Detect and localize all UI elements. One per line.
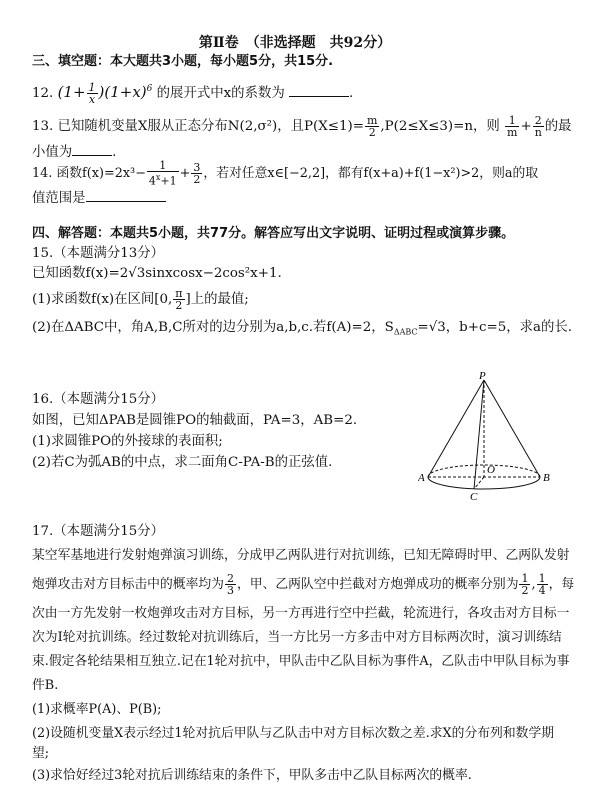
q17-part-2: (2)设随机变量X表示经过1轮对抗后甲队与乙队击中对方目标次数之差.求X的分布列和数学期 <box>32 726 555 741</box>
q16-heading: 16.（本题满分15分） <box>32 392 165 407</box>
edge-PA <box>428 380 484 477</box>
cone-diagram <box>418 372 570 502</box>
question-14: 14. 函数f(x)=2x³− $\frac{1}{4^x+1}$ + $\frac{3}{2}$ ，若对任意x∈[−2,2]，都有f(x+a)+f(1−x²)>2，则a的取 <box>32 159 539 188</box>
label-B: B <box>543 472 550 484</box>
q15-heading: 15.（本题满分13分） <box>32 246 165 261</box>
q16-given: 如图，已知ΔPAB是圆锥PO的轴截面，PA=3，AB=2. <box>32 413 358 428</box>
question-13: 13. 已知随机变量X服从正态分布N(2,σ²)，且P(X≤1)= $\frac{m}{2}$ ,P(2≤X≤3)=n，则 $\frac{1}{m}$ + $\frac{2}{n}$ 的最 <box>32 114 572 139</box>
q13-text-2: ,P(2≤X≤3)=n，则 <box>380 119 500 134</box>
edge-PC <box>474 380 484 489</box>
q13-answer-blank <box>72 143 112 156</box>
q17-line-6: 件B. <box>32 678 59 693</box>
q17-line-2: 炮弹攻击对方目标击中的概率均为 $\frac{2}{3}$ ，甲、乙两队空中拦截对方炮弹成功的概率分别为 $\frac{1}{2}$ , $\frac{1}{4}$ ，每 <box>32 572 575 597</box>
q17-part-3: (3)求恰好经过3轮对抗后训练结束的条件下，甲队多击中乙队目标两次的概率. <box>32 768 472 783</box>
page-title: 第Ⅱ卷 （非选择题 共92分） <box>198 35 392 51</box>
q17-part-2-cont: 望; <box>32 746 50 761</box>
q17-line-4: 次为Ⅰ轮对抗训练。经过数轮对抗训练后，当一方比另一方多击中对方目标两次时，演习训练结 <box>32 630 562 645</box>
q14-answer-blank <box>86 189 166 202</box>
q13-number: 13. <box>32 119 54 134</box>
q13-fraction-m-over-2: $\frac{m}{2}$ <box>366 114 378 139</box>
label-A: A <box>418 472 425 484</box>
label-C: C <box>470 491 478 502</box>
section4-heading: 四、解答题：本题共5小题，共77分。解答应写出文字说明、证明过程或演算步骤。 <box>32 226 515 241</box>
section3-heading: 三、填空题：本大题共3小题，每小题5分，共15分. <box>32 54 334 69</box>
q12-answer-blank <box>289 84 349 97</box>
q17-part-1: (1)求概率P(A)、P(B); <box>32 702 162 717</box>
q17-heading: 17.（本题满分15分） <box>32 524 165 539</box>
q15-part-2: (2)在ΔABC中，角A,B,C所对的边分别为a,b,c.若f(A)=2，$S_{\Delta ABC}=√3$，b+c=5，求a的长. <box>32 320 573 337</box>
q12-expression: (1+ $\frac{1}{x}$ )$(1+x)^6$ <box>57 80 153 106</box>
q15-given: 已知函数f(x)=2√3sinxcosx−2cos²x+1. <box>32 266 282 281</box>
q17-line-5: 束.假定各轮结果相互独立.记在1轮对抗中，甲队击中乙队目标为事件A，乙队击中甲队目标为事 <box>32 654 570 669</box>
radius-OC <box>474 477 484 489</box>
label-O: O <box>487 464 495 476</box>
question-12: 12. (1+ $\frac{1}{x}$ )$(1+x)^6$ 的展开式中x的系数为 . <box>32 80 354 106</box>
question-14-line-2: 值范围是 <box>32 189 568 209</box>
question-13-line-2: 小值为 . <box>32 145 117 160</box>
q12-text: 的展开式中x的系数为 <box>156 86 285 101</box>
q15-part-1: (1)求函数f(x)在区间[0, $\frac{\pi}{2}$ ]上的最值; <box>32 287 249 312</box>
q16-part-1: (1)求圆锥PO的外接球的表面积; <box>32 434 223 449</box>
edge-PB <box>484 380 540 477</box>
cone-svg <box>418 372 570 502</box>
q16-part-2: (2)若C为弧AB的中点，求二面角C-PA-B的正弦值. <box>32 455 333 470</box>
q12-number: 12. <box>32 86 54 101</box>
q17-line-3: 次由一方先发射一枚炮弹攻击对方目标，另一方再进行空中拦截，轮流进行，各攻击对方目标一 <box>32 606 570 621</box>
q17-line-1: 某空军基地进行发射炮弹演习训练，分成甲乙两队进行对抗训练，已知无障碍时甲、乙两队发射 <box>32 548 570 563</box>
q13-text-1: 已知随机变量X服从正态分布N(2,σ²)，且P(X≤1)= <box>57 119 364 134</box>
label-P: P <box>479 372 486 382</box>
base-front-arc <box>428 477 540 489</box>
